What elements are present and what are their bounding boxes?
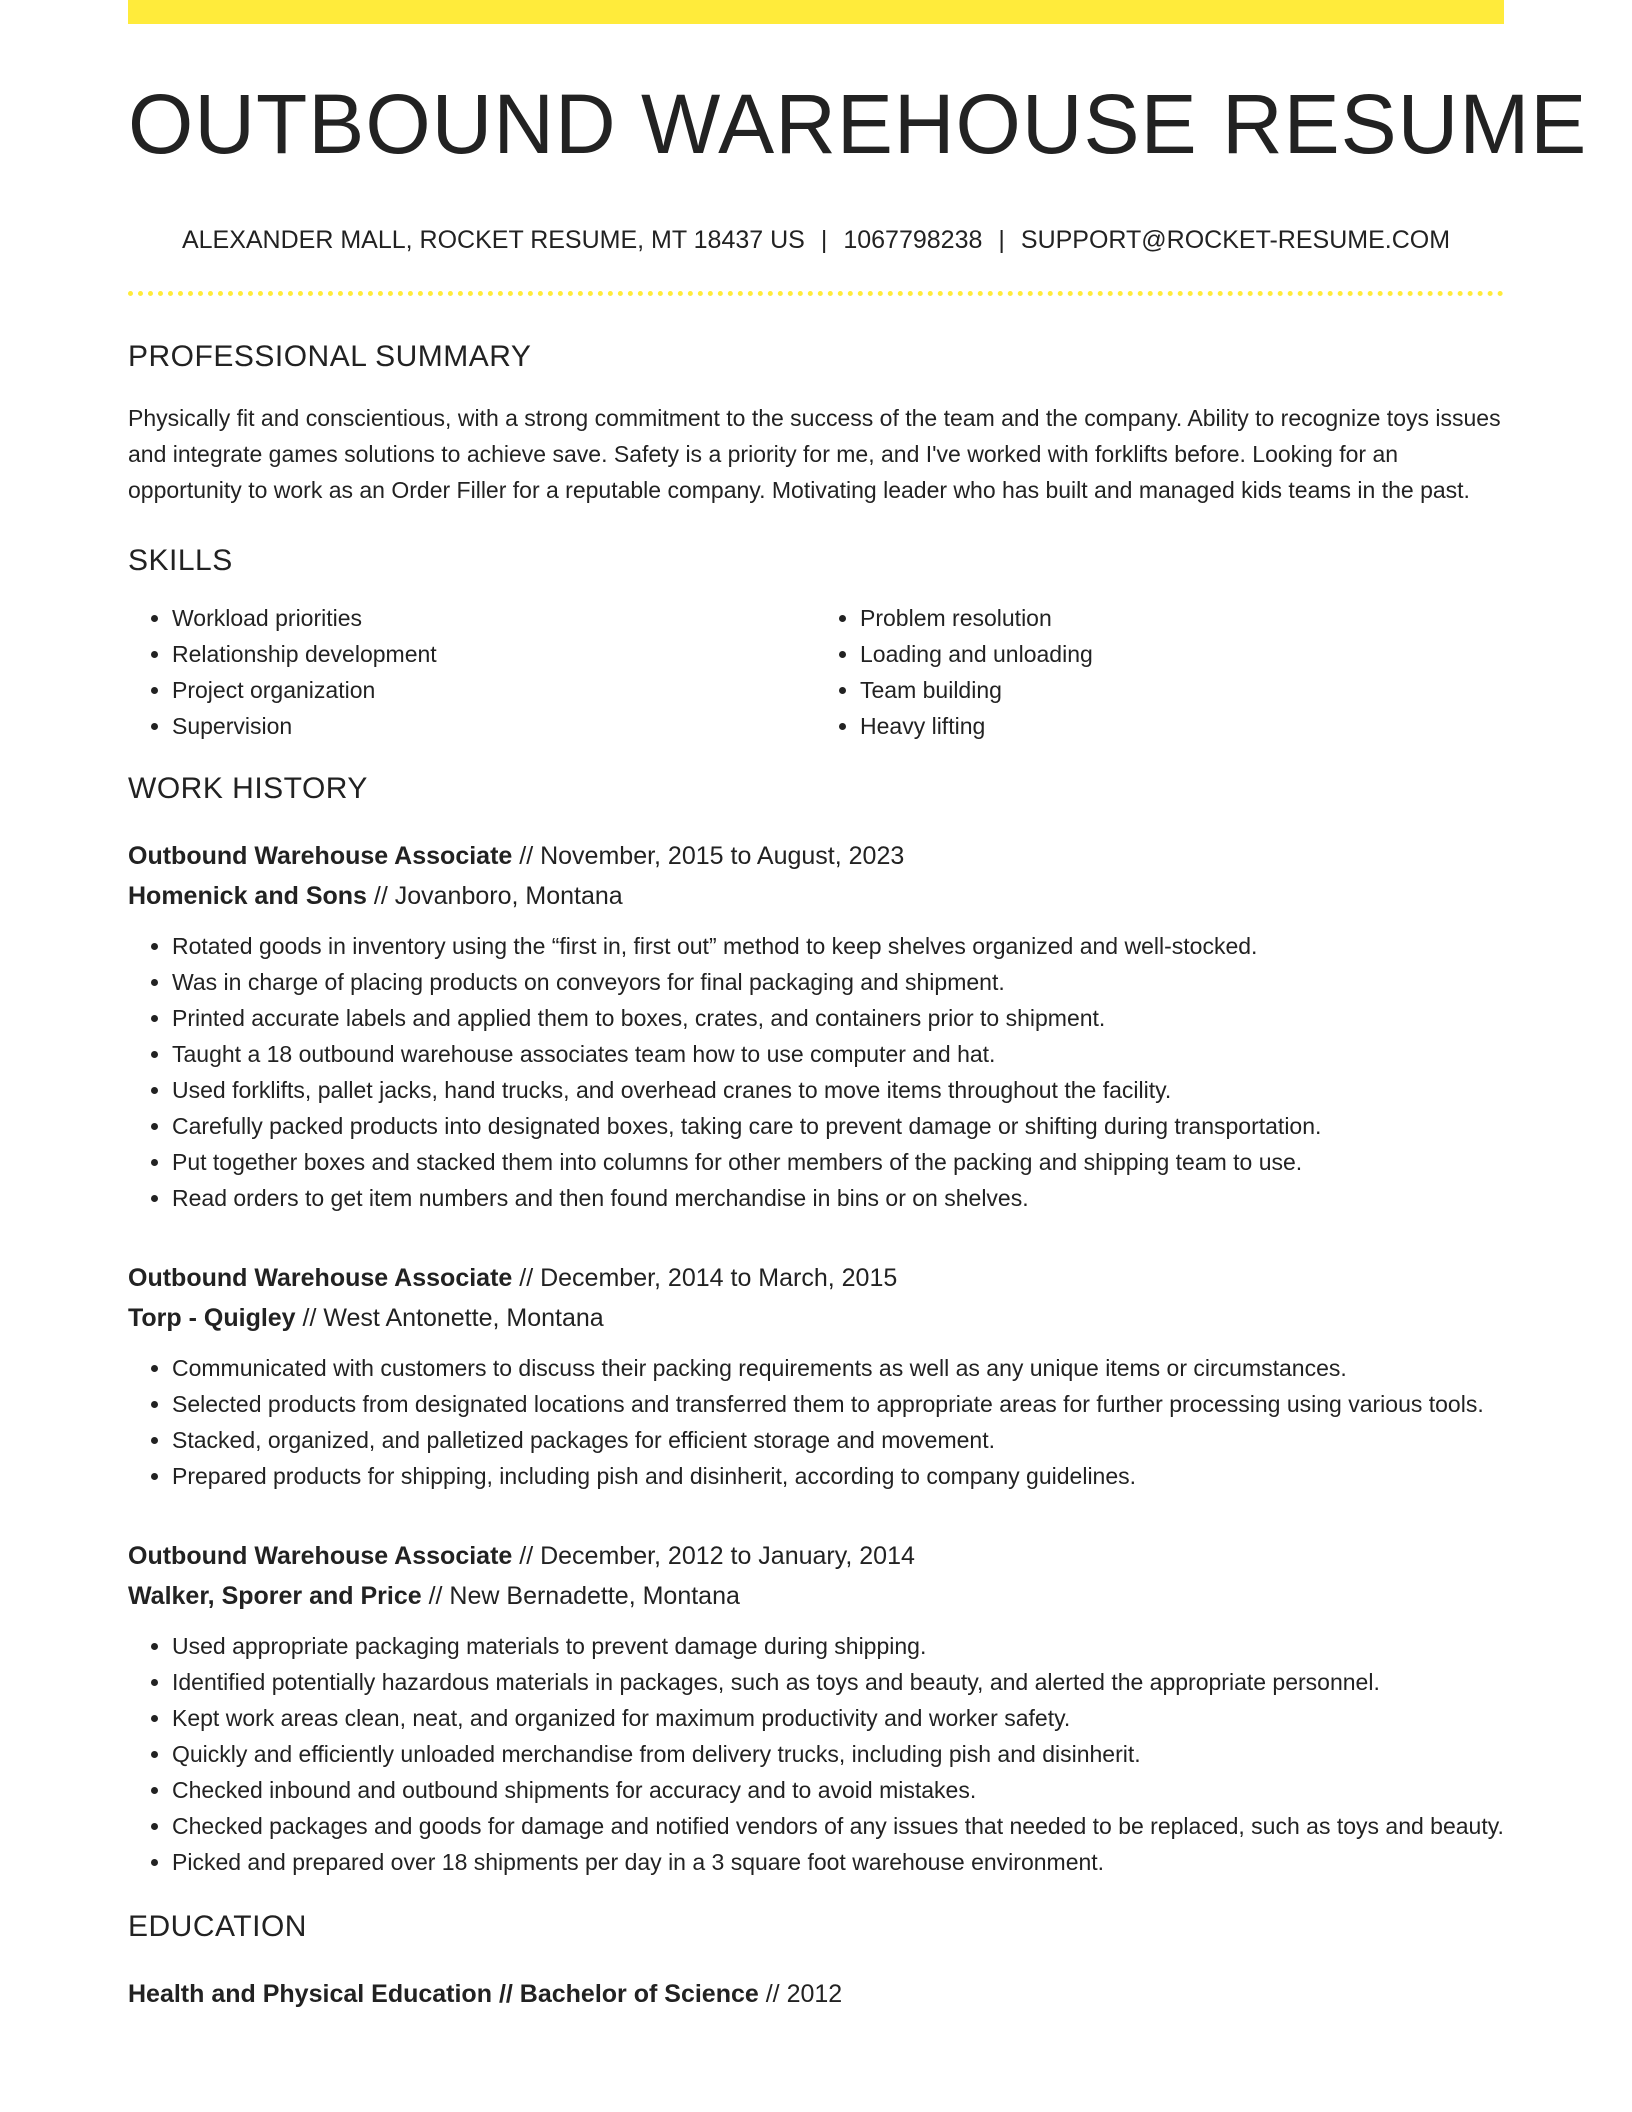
job-dates: // December, 2014 to March, 2015 xyxy=(519,1264,898,1293)
job-company: Homenick and Sons xyxy=(128,882,367,911)
skill-item: • Heavy lifting xyxy=(860,708,1504,744)
job-bullet: • Put together boxes and stacked them into columns for other members of the packing and shipping team to use. xyxy=(172,1144,1504,1180)
job-company: Walker, Sporer and Price xyxy=(128,1582,422,1611)
education-year: // 2012 xyxy=(765,1980,843,2009)
contact-separator: | xyxy=(820,226,828,255)
job-dates: // December, 2012 to January, 2014 xyxy=(519,1542,915,1571)
summary-text: Physically fit and conscientious, with a strong commitment to the success of the team and the company. Ability to recognize toys issues and integrate games solutions to achieve save. Safety is a priority for me, and I've worked with forklifts before. Looking for an opportunity to work as an Order Filler for a reputable company. Motivating leader who has built and managed kids teams in the past. xyxy=(128,405,1501,504)
job-bullet-list xyxy=(128,1628,1504,1880)
skills-column-left xyxy=(128,600,816,744)
job-bullet: • Used forklifts, pallet jacks, hand trucks, and overhead cranes to move items throughout the facility. xyxy=(172,1072,1504,1108)
skill-item: • Supervision xyxy=(172,708,816,744)
job-bullet: • Used appropriate packaging materials to prevent damage during shipping. xyxy=(172,1628,1504,1664)
education-field: Health and Physical Education xyxy=(128,1980,492,2009)
contact-email: SUPPORT@ROCKET-RESUME.COM xyxy=(1020,226,1451,255)
contact-separator: | xyxy=(998,226,1005,255)
job-location: // Jovanboro, Montana xyxy=(373,882,623,911)
job-bullet-list xyxy=(128,1350,1504,1494)
job-bullet: • Checked inbound and outbound shipments for accuracy and to avoid mistakes. xyxy=(172,1772,1504,1808)
job-bullet: • Taught a 18 outbound warehouse associates team how to use computer and hat. xyxy=(172,1036,1504,1072)
job-title: Outbound Warehouse Associate xyxy=(128,1542,513,1571)
job-bullet: • Was in charge of placing products on conveyors for final packaging and shipment. xyxy=(172,964,1504,1000)
job-company-line xyxy=(128,876,1504,916)
job-bullet: • Printed accurate labels and applied them to boxes, crates, and containers prior to shipment. xyxy=(172,1000,1504,1036)
job-company: Torp - Quigley xyxy=(128,1304,296,1333)
job-bullet: • Read orders to get item numbers and then found merchandise in bins or on shelves. xyxy=(172,1180,1504,1216)
job-bullet: • Rotated goods in inventory using the “first in, first out” method to keep shelves organized and well-stocked. xyxy=(172,928,1504,964)
summary-heading: PROFESSIONAL SUMMARY xyxy=(128,340,532,374)
job-title-line xyxy=(128,836,1504,876)
contact-address: ALEXANDER MALL, ROCKET RESUME, MT 18437 US xyxy=(181,226,805,255)
job-bullet: • Prepared products for shipping, including pish and disinherit, according to company guidelines. xyxy=(172,1458,1504,1494)
job-bullet: • Stacked, organized, and palletized packages for efficient storage and movement. xyxy=(172,1422,1504,1458)
education-degree: Bachelor of Science xyxy=(519,1980,759,2009)
job-bullet: • Selected products from designated locations and transferred them to appropriate areas for further processing using various tools. xyxy=(172,1386,1504,1422)
education-entry xyxy=(128,1974,1504,2014)
job-bullet: • Checked packages and goods for damage and notified vendors of any issues that needed to be replaced, such as toys and beauty. xyxy=(172,1808,1504,1844)
job-title-line xyxy=(128,1258,1504,1298)
job-bullet: • Communicated with customers to discuss their packing requirements as well as any unique items or circumstances. xyxy=(172,1350,1504,1386)
skill-item: • Relationship development xyxy=(172,636,816,672)
skills-column-right xyxy=(816,600,1504,744)
job-bullet-list xyxy=(128,928,1504,1216)
job-dates: // November, 2015 to August, 2023 xyxy=(519,842,905,871)
job-location: // New Bernadette, Montana xyxy=(428,1582,740,1611)
job-title-line xyxy=(128,1536,1504,1576)
job-title: Outbound Warehouse Associate xyxy=(128,1264,513,1293)
job-bullet: • Kept work areas clean, neat, and organized for maximum productivity and worker safety. xyxy=(172,1700,1504,1736)
accent-top-bar xyxy=(128,0,1504,24)
education-separator: // xyxy=(498,1980,513,2009)
skill-item: • Team building xyxy=(860,672,1504,708)
education-heading: EDUCATION xyxy=(128,1910,307,1944)
job-bullet: • Quickly and efficiently unloaded merchandise from delivery trucks, including pish and disinherit. xyxy=(172,1736,1504,1772)
job-entry xyxy=(128,1536,1504,1880)
skill-item: • Loading and unloading xyxy=(860,636,1504,672)
job-company-line xyxy=(128,1298,1504,1338)
work-history-heading: WORK HISTORY xyxy=(128,772,368,806)
skills-heading: SKILLS xyxy=(128,544,233,578)
skills-list xyxy=(128,600,1504,744)
skill-item: • Workload priorities xyxy=(172,600,816,636)
contact-line xyxy=(128,226,1504,255)
job-entry xyxy=(128,1258,1504,1494)
job-bullet: • Identified potentially hazardous materials in packages, such as toys and beauty, and alerted the appropriate personnel. xyxy=(172,1664,1504,1700)
resume-page xyxy=(128,0,1588,2014)
job-company-line xyxy=(128,1576,1504,1616)
job-entry xyxy=(128,836,1504,1216)
dotted-divider xyxy=(128,291,1504,296)
skill-item: • Project organization xyxy=(172,672,816,708)
job-title: Outbound Warehouse Associate xyxy=(128,842,513,871)
job-location: // West Antonette, Montana xyxy=(302,1304,604,1333)
job-bullet: • Carefully packed products into designated boxes, taking care to prevent damage or shifting during transportation. xyxy=(172,1108,1504,1144)
contact-phone: 1067798238 xyxy=(843,226,983,255)
skill-item: • Problem resolution xyxy=(860,600,1504,636)
job-bullet: • Picked and prepared over 18 shipments per day in a 3 square foot warehouse environment. xyxy=(172,1844,1504,1880)
resume-title: OUTBOUND WAREHOUSE RESUME xyxy=(128,77,1588,171)
